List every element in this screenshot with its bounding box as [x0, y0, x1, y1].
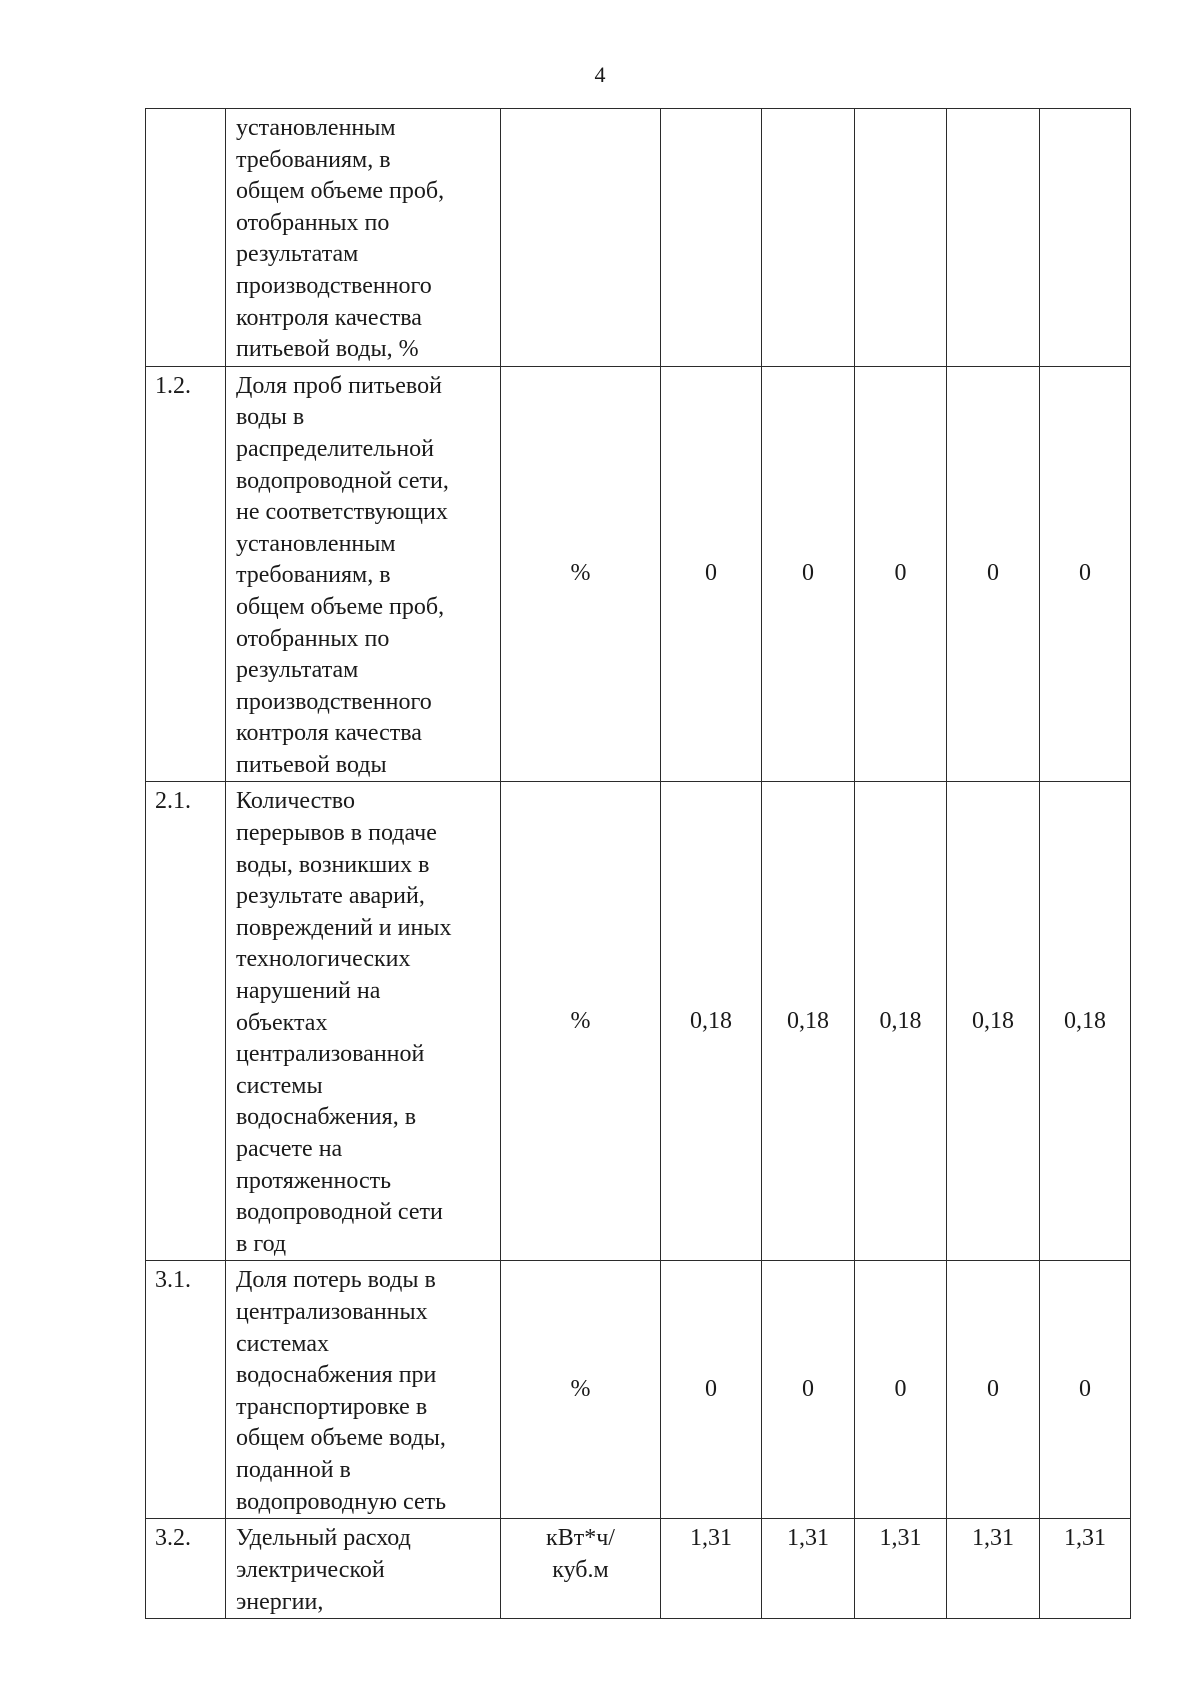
- description-line: транспортировке в: [236, 1393, 428, 1420]
- description-line: электрической: [236, 1556, 385, 1583]
- description-line: водоснабжения при: [236, 1362, 437, 1389]
- description-line: общем объеме проб,: [236, 593, 445, 620]
- row-number-cell: 2.1.: [146, 782, 226, 1261]
- description-line: требованиям, в: [236, 146, 391, 173]
- description-line: установленным: [236, 115, 396, 141]
- value-cell: 0,18: [947, 782, 1040, 1261]
- value-cell: 0: [947, 366, 1040, 782]
- value-cell: 0: [661, 1261, 762, 1519]
- value-cell: 0: [762, 366, 855, 782]
- row-number-cell: [146, 109, 226, 367]
- description-line: результатам: [236, 241, 359, 268]
- value-cell: 0: [661, 366, 762, 782]
- indicators-table: [145, 108, 1131, 1619]
- description-line: расчете на: [236, 1136, 343, 1162]
- unit-cell: %: [501, 1261, 661, 1519]
- indicator-description-cell: [226, 782, 501, 1261]
- value-cell: 0: [855, 366, 947, 782]
- value-cell: 0,18: [661, 782, 762, 1261]
- unit-cell: %: [501, 782, 661, 1261]
- description-line: распределительной: [236, 435, 434, 462]
- value-cell: [855, 109, 947, 367]
- description-line: общем объеме проб,: [236, 178, 445, 205]
- description-line: контроля качества: [236, 304, 422, 331]
- page-number: 4: [594, 62, 606, 87]
- description-line: Количество: [236, 788, 355, 815]
- value-cell: 0: [855, 1261, 947, 1519]
- unit-line: кВт*ч/: [546, 1525, 615, 1552]
- description-line: водопроводную сеть: [236, 1488, 447, 1515]
- table-row-1-2: [146, 366, 1131, 782]
- value-cell: 0: [947, 1261, 1040, 1519]
- description-line: поданной в: [236, 1456, 351, 1483]
- description-line: установленным: [236, 530, 396, 557]
- description-line: воды в: [236, 404, 305, 431]
- description-line: централизованной: [236, 1041, 425, 1068]
- description-line: Доля потерь воды в: [236, 1267, 436, 1294]
- description-line: водоснабжения, в: [236, 1104, 417, 1131]
- description-line: технологических: [236, 946, 411, 973]
- indicator-description-cell: [226, 1261, 501, 1519]
- description-line: требованиям, в: [236, 562, 391, 589]
- description-line: Удельный расход: [236, 1525, 411, 1552]
- value-cell: 1,31: [947, 1519, 1040, 1619]
- description-line: воды, возникших в: [236, 851, 430, 878]
- description-line: отобранных по: [236, 209, 390, 236]
- description-line: производственного: [236, 272, 432, 299]
- value-cell: [762, 109, 855, 367]
- description-line: питьевой воды: [236, 751, 387, 778]
- unit-cell: [501, 1519, 661, 1619]
- description-line: не соответствующих: [236, 499, 448, 526]
- value-cell: 1,31: [661, 1519, 762, 1619]
- indicator-description-cell: [226, 109, 501, 367]
- value-cell: [1040, 109, 1131, 367]
- value-cell: 0,18: [762, 782, 855, 1261]
- table-row-continuation: [146, 109, 1131, 367]
- indicator-description-cell: [226, 1519, 501, 1619]
- value-cell: 1,31: [762, 1519, 855, 1619]
- unit-cell: %: [501, 366, 661, 782]
- description-line: производственного: [236, 688, 432, 715]
- description-line: в год: [236, 1230, 287, 1257]
- value-cell: 0,18: [1040, 782, 1131, 1261]
- description-line: Доля проб питьевой: [236, 372, 442, 399]
- value-cell: 0,18: [855, 782, 947, 1261]
- description-line: отобранных по: [236, 625, 390, 652]
- description-line: контроля качества: [236, 720, 422, 747]
- table-row-2-1: [146, 782, 1131, 1261]
- description-line: перерывов в подаче: [236, 820, 437, 847]
- row-number-cell: 3.2.: [146, 1519, 226, 1619]
- indicator-description-cell: [226, 366, 501, 782]
- description-line: питьевой воды, %: [236, 336, 419, 363]
- description-line: результатам: [236, 657, 359, 684]
- description-line: централизованных: [236, 1298, 428, 1325]
- value-cell: [947, 109, 1040, 367]
- description-line: энергии,: [236, 1588, 324, 1615]
- description-line: водопроводной сети: [236, 1199, 443, 1226]
- description-line: общем объеме воды,: [236, 1425, 446, 1452]
- row-number-cell: 1.2.: [146, 366, 226, 782]
- description-line: повреждений и иных: [236, 914, 452, 941]
- description-line: системы: [236, 1072, 323, 1099]
- value-cell: 0: [1040, 1261, 1131, 1519]
- value-cell: 0: [1040, 366, 1131, 782]
- table-row-3-1: [146, 1261, 1131, 1519]
- table-row-3-2: [146, 1519, 1131, 1619]
- description-line: протяженность: [236, 1167, 392, 1194]
- row-number-cell: 3.1.: [146, 1261, 226, 1519]
- value-cell: 1,31: [1040, 1519, 1131, 1619]
- description-line: нарушений на: [236, 978, 381, 1005]
- value-cell: 0: [762, 1261, 855, 1519]
- description-line: результате аварий,: [236, 883, 425, 910]
- description-line: системах: [236, 1330, 329, 1357]
- description-line: водопроводной сети,: [236, 467, 449, 494]
- value-cell: 1,31: [855, 1519, 947, 1619]
- description-line: объектах: [236, 1009, 328, 1036]
- value-cell: [661, 109, 762, 367]
- unit-line: куб.м: [552, 1556, 609, 1583]
- unit-cell: [501, 109, 661, 367]
